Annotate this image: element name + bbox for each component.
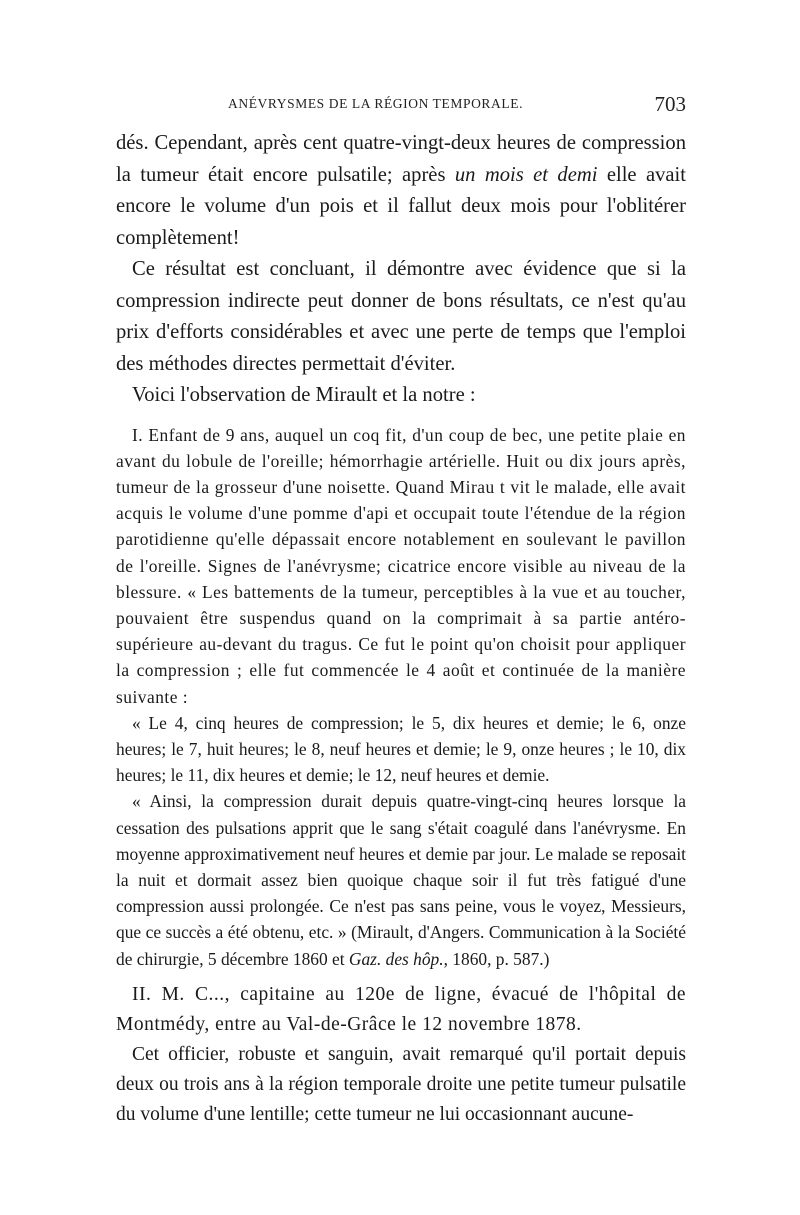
main-text <box>116 128 686 412</box>
observation-mirault <box>116 422 686 972</box>
observation-1-text: I. Enfant de 9 ans, auquel un coq fit, d'un coup de bec, une petite plaie en avant du lobule de l'oreille; hémorrhagie artérielle. Huit ou dix jours après, tumeur de la grosseur d'une noisette. Quand Mirau t vit le malade, elle avait acquis le volume d'une pomme d'api et occupait toute l'étendue de la région parotidienne qu'elle dépassait encore notablement en soulevant le pavillon de l'oreille. Signes de l'anévrysme; cicatrice encore visible au niveau de la blessure. « Les battements de la tumeur, perceptibles à la vue et au toucher, pouvaient être suspendus quand on la comprimait à sa partie antéro-supérieure au-devant du tragus. Ce fut le point qu'on choisit pour appliquer la compression ; elle fut commencée le 4 août et continuée de la manière suivante : <box>116 424 686 707</box>
observation-1-conclusion: « Ainsi, la compression durait depuis quatre-vingt-cinq heures lorsque la cessation des pulsations apprit que le sang s'était coagulé dans l'anévrysme. En moyenne approximativement neuf heures et demie par jour. Le malade se reposait la nuit et dormait assez bien quoique chaque soir il fut très fatigué d'une compression aussi prolongée. Ce n'est pas sans peine, vous le voyez, Messieurs, que ce succès a été obtenu, etc. » (Mirault, d'Angers. Communication à la Société de chirurgie, 5 décembre 1860 et Gaz. des hôp., 1860, p. 587.) <box>116 791 686 969</box>
page-number: 703 <box>654 92 686 116</box>
observation-2-intro: II. M. C..., capitaine au 120e de ligne, évacué de l'hôpital de Montmédy, entre au Val-de-Grâce le 12 novembre 1878. <box>116 983 686 1035</box>
running-head <box>116 92 686 128</box>
running-title: ANÉVRYSMES DE LA RÉGION TEMPORALE. <box>228 96 524 111</box>
observation-2-text: Cet officier, robuste et sanguin, avait remarqué qu'il portait depuis deux ou trois ans à la région temporale droite une petite tumeur pulsatile du volume d'une lentille; cette tumeur ne lui occasionnant aucune- <box>116 1043 686 1125</box>
paragraph-compression-result: dés. Cependant, après cent quatre-vingt-deux heures de compression la tumeur était encore pulsatile; après un mois et demi elle avait encore le volume d'un pois et il fallut deux mois pour l'oblitérer complètement! <box>116 132 686 249</box>
observation-1-schedule: « Le 4, cinq heures de compression; le 5, dix heures et demie; le 6, onze heures; le 7, huit heures; le 8, neuf heures et demie; le 9, onze heures ; le 10, dix heures; le 11, dix heures et demie; le 12, neuf heures et demie. <box>116 712 686 786</box>
paragraph-conclusion: Ce résultat est concluant, il démontre avec évidence que si la compression indirecte peut donner de bons résultats, ce n'est qu'au prix d'efforts considérables et avec une perte de temps que l'emploi des méthodes directes permettait d'éviter. <box>116 258 686 375</box>
paragraph-observation-intro: Voici l'observation de Mirault et la notre : <box>132 384 476 406</box>
observation-captain <box>116 980 686 1130</box>
book-page <box>116 92 686 1130</box>
